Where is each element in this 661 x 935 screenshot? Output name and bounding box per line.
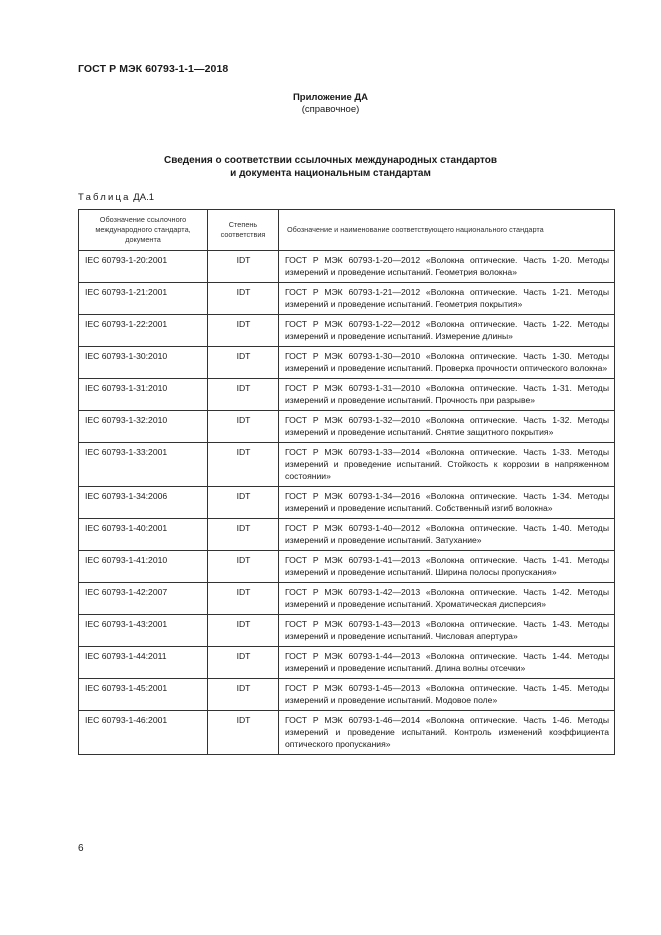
table-header-row bbox=[79, 210, 615, 251]
reference-cell: IEC 60793-1-34:2006 bbox=[79, 487, 208, 519]
appendix-heading bbox=[0, 92, 661, 116]
reference-cell: IEC 60793-1-45:2001 bbox=[79, 679, 208, 711]
table-body bbox=[79, 251, 615, 755]
national-standard-cell: ГОСТ Р МЭК 60793-1-40—2012 «Волокна оптические. Часть 1-40. Методы измерений и проведение испытаний. Затухание» bbox=[279, 519, 615, 551]
table-row bbox=[79, 711, 615, 755]
national-standard-cell: ГОСТ Р МЭК 60793-1-33—2014 «Волокна оптические. Часть 1-33. Методы измерений и проведение испытаний. Стойкость к коррозии в напряженном состоянии» bbox=[279, 443, 615, 487]
degree-cell: IDT bbox=[208, 379, 279, 411]
table-row bbox=[79, 283, 615, 315]
table-row bbox=[79, 251, 615, 283]
degree-cell: IDT bbox=[208, 583, 279, 615]
appendix-title: Приложение ДА bbox=[292, 92, 369, 103]
national-standard-cell: ГОСТ Р МЭК 60793-1-32—2010 «Волокна оптические. Часть 1-32. Методы измерений и проведение испытаний. Снятие защитного покрытия» bbox=[279, 411, 615, 443]
national-standard-cell: ГОСТ Р МЭК 60793-1-30—2010 «Волокна оптические. Часть 1-30. Методы измерений и проведение испытаний. Проверка прочности оптического волокна» bbox=[279, 347, 615, 379]
table-row bbox=[79, 583, 615, 615]
column-header-reference: Обозначение ссылочного международного стандарта, документа bbox=[79, 210, 208, 251]
degree-cell: IDT bbox=[208, 487, 279, 519]
degree-cell: IDT bbox=[208, 283, 279, 315]
table-row bbox=[79, 551, 615, 583]
degree-cell: IDT bbox=[208, 519, 279, 551]
reference-cell: IEC 60793-1-31:2010 bbox=[79, 379, 208, 411]
document-header: ГОСТ Р МЭК 60793-1-1—2018 bbox=[78, 63, 229, 75]
table-row bbox=[79, 519, 615, 551]
degree-cell: IDT bbox=[208, 251, 279, 283]
degree-cell: IDT bbox=[208, 315, 279, 347]
table-row bbox=[79, 315, 615, 347]
reference-cell: IEC 60793-1-21:2001 bbox=[79, 283, 208, 315]
table-row bbox=[79, 379, 615, 411]
reference-cell: IEC 60793-1-43:2001 bbox=[79, 615, 208, 647]
table-caption-label: Таблица bbox=[78, 192, 131, 203]
column-header-national: Обозначение и наименование соответствующего национального стандарта bbox=[279, 210, 615, 251]
national-standard-cell: ГОСТ Р МЭК 60793-1-45—2013 «Волокна оптические. Часть 1-45. Методы измерений и проведение испытаний. Модовое поле» bbox=[279, 679, 615, 711]
degree-cell: IDT bbox=[208, 615, 279, 647]
degree-cell: IDT bbox=[208, 551, 279, 583]
national-standard-cell: ГОСТ Р МЭК 60793-1-34—2016 «Волокна оптические. Часть 1-34. Методы измерений и проведение испытаний. Собственный изгиб волокна» bbox=[279, 487, 615, 519]
degree-cell: IDT bbox=[208, 679, 279, 711]
reference-cell: IEC 60793-1-30:2010 bbox=[79, 347, 208, 379]
section-title bbox=[0, 154, 661, 180]
table-caption-number: ДА.1 bbox=[133, 192, 154, 203]
degree-cell: IDT bbox=[208, 711, 279, 755]
reference-cell: IEC 60793-1-32:2010 bbox=[79, 411, 208, 443]
national-standard-cell: ГОСТ Р МЭК 60793-1-31—2010 «Волокна оптические. Часть 1-31. Методы измерений и проведение испытаний. Прочность при разрыве» bbox=[279, 379, 615, 411]
reference-cell: IEC 60793-1-40:2001 bbox=[79, 519, 208, 551]
reference-cell: IEC 60793-1-20:2001 bbox=[79, 251, 208, 283]
table-row bbox=[79, 443, 615, 487]
table-row bbox=[79, 411, 615, 443]
national-standard-cell: ГОСТ Р МЭК 60793-1-20—2012 «Волокна оптические. Часть 1-20. Методы измерений и проведение испытаний. Геометрия волокна» bbox=[279, 251, 615, 283]
degree-cell: IDT bbox=[208, 411, 279, 443]
correspondence-table bbox=[78, 209, 615, 755]
reference-cell: IEC 60793-1-33:2001 bbox=[79, 443, 208, 487]
national-standard-cell: ГОСТ Р МЭК 60793-1-41—2013 «Волокна оптические. Часть 1-41. Методы измерений и проведение испытаний. Ширина полосы пропускания» bbox=[279, 551, 615, 583]
national-standard-cell: ГОСТ Р МЭК 60793-1-21—2012 «Волокна оптические. Часть 1-21. Методы измерений и проведение испытаний. Геометрия покрытия» bbox=[279, 283, 615, 315]
reference-cell: IEC 60793-1-22:2001 bbox=[79, 315, 208, 347]
national-standard-cell: ГОСТ Р МЭК 60793-1-43—2013 «Волокна оптические. Часть 1-43. Методы измерений и проведение испытаний. Числовая апертура» bbox=[279, 615, 615, 647]
reference-cell: IEC 60793-1-42:2007 bbox=[79, 583, 208, 615]
degree-cell: IDT bbox=[208, 443, 279, 487]
national-standard-cell: ГОСТ Р МЭК 60793-1-44—2013 «Волокна оптические. Часть 1-44. Методы измерений и проведение испытаний. Длина волны отсечки» bbox=[279, 647, 615, 679]
national-standard-cell: ГОСТ Р МЭК 60793-1-42—2013 «Волокна оптические. Часть 1-42. Методы измерений и проведение испытаний. Хроматическая дисперсия» bbox=[279, 583, 615, 615]
degree-cell: IDT bbox=[208, 647, 279, 679]
national-standard-cell: ГОСТ Р МЭК 60793-1-22—2012 «Волокна оптические. Часть 1-22. Методы измерений и проведение испытаний. Измерение длины» bbox=[279, 315, 615, 347]
section-title-line-2: и документа национальным стандартам bbox=[230, 168, 431, 179]
table-caption bbox=[78, 192, 154, 203]
section-title-line-1: Сведения о соответствии ссылочных международных стандартов bbox=[163, 155, 498, 166]
page-number: 6 bbox=[78, 843, 84, 854]
appendix-subtitle: (справочное) bbox=[301, 104, 360, 115]
table-row bbox=[79, 647, 615, 679]
reference-cell: IEC 60793-1-46:2001 bbox=[79, 711, 208, 755]
reference-cell: IEC 60793-1-41:2010 bbox=[79, 551, 208, 583]
column-header-degree: Степень соответствия bbox=[208, 210, 279, 251]
table-row bbox=[79, 347, 615, 379]
table-row bbox=[79, 487, 615, 519]
reference-cell: IEC 60793-1-44:2011 bbox=[79, 647, 208, 679]
degree-cell: IDT bbox=[208, 347, 279, 379]
table-row bbox=[79, 679, 615, 711]
national-standard-cell: ГОСТ Р МЭК 60793-1-46—2014 «Волокна оптические. Часть 1-46. Методы измерений и проведение испытаний. Контроль изменений коэффициента оптического пропускания» bbox=[279, 711, 615, 755]
table-row bbox=[79, 615, 615, 647]
